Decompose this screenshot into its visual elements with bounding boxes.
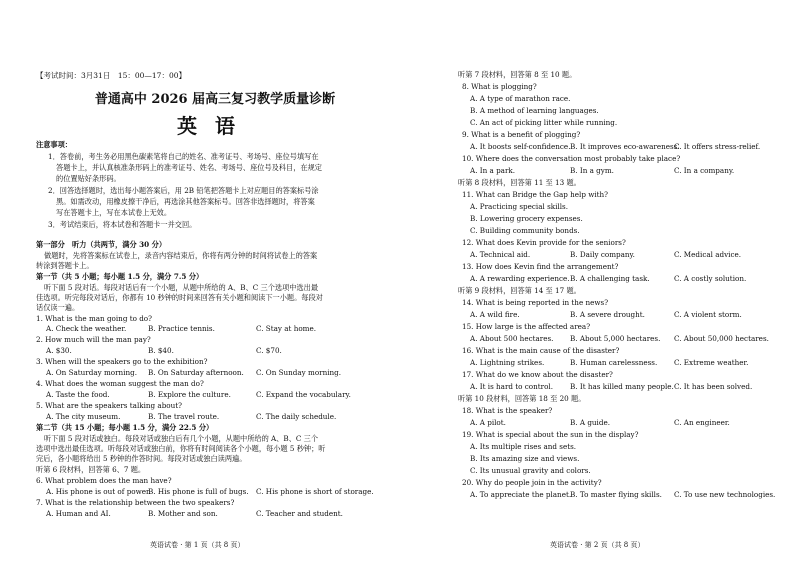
part1-intro: 转涂到答题卡上。 xyxy=(36,261,94,270)
section1-intro: 听下面 5 段对话。每段对话后有一个小题，从题中所给的 A、B、C 三个选项中选出最 xyxy=(44,283,319,292)
question-text: 14. What is being reported in the news? xyxy=(462,298,609,307)
option-a: A. Check the weather. xyxy=(46,324,127,333)
option-a: A. Technical aid. xyxy=(470,250,531,259)
subject-title: 英语 xyxy=(177,114,253,138)
exam-time: 【考试时间：3月31日 15：00—17：00】 xyxy=(36,71,186,80)
option-a: A. A type of marathon race. xyxy=(470,94,571,103)
option-a: A. Lightning strikes. xyxy=(470,358,545,367)
option-a: A. His phone is out of power. xyxy=(46,487,151,496)
option-c: C. An engineer. xyxy=(674,418,730,427)
page-footer: 英语试卷 · 第 2 页（共 8 页） xyxy=(550,541,645,549)
exam-title: 普通高中 2026 届高三复习教学质量诊断 xyxy=(94,92,336,107)
question-text: 18. What is the speaker? xyxy=(462,406,553,415)
section2-intro: 完后，各小题将给出 5 秒钟的作答时间。每段对话或独白读两遍。 xyxy=(36,454,247,463)
page-footer: 英语试卷 · 第 1 页（共 8 页） xyxy=(150,541,245,549)
section1-intro: 佳选项。听完每段对话后，你都有 10 秒钟的时间来回答有关小题和阅读下一小题。每段对 xyxy=(36,293,323,302)
option-b: B. His phone is full of bugs. xyxy=(148,487,249,496)
option-b: B. Mother and son. xyxy=(148,509,218,518)
option-b: B. Practice tennis. xyxy=(148,324,215,333)
option-c: C. Extreme weather. xyxy=(674,358,749,367)
option-b: B. $40. xyxy=(148,346,174,355)
question-text: 19. What is special about the sun in the display? xyxy=(462,430,639,439)
question-text: 11. What can Bridge the Gap help with? xyxy=(462,190,609,199)
option-b: B. In a gym. xyxy=(570,166,614,175)
option-a: A. $30. xyxy=(46,346,72,355)
option-b: B. Its amazing size and views. xyxy=(470,454,580,463)
option-c: C. A costly solution. xyxy=(674,274,747,283)
option-a: A. To appreciate the planet. xyxy=(470,490,572,499)
option-b: B. It improves eco-awareness. xyxy=(570,142,680,151)
option-b: B. A challenging task. xyxy=(570,274,650,283)
listening-cue: 听第 7 段材料，回答第 8 至 10 题。 xyxy=(458,70,577,79)
option-a: A. About 500 hectares. xyxy=(470,334,554,343)
section2-heading: 第二节（共 15 小题；每小题 1.5 分，满分 22.5 分） xyxy=(36,423,214,432)
option-a: A. Its multiple rises and sets. xyxy=(470,442,577,451)
option-a: A. Human and AI. xyxy=(46,509,111,518)
option-c: C. $70. xyxy=(256,346,282,355)
option-c: C. Teacher and student. xyxy=(256,509,343,518)
question-text: 12. What does Kevin provide for the seniors? xyxy=(462,238,626,247)
option-c: C. Stay at home. xyxy=(256,324,317,333)
question-text: 2. How much will the man pay? xyxy=(36,335,151,344)
option-c: C. About 50,000 hectares. xyxy=(674,334,769,343)
notes-line: 2．回答选择题时，选出每小题答案后，用 2B 铅笔把答题卡上对应题目的答案标号涂 xyxy=(48,186,319,195)
option-c: C. His phone is short of storage. xyxy=(256,487,374,496)
option-c: C. It offers stress-relief. xyxy=(674,142,761,151)
option-a: A. A wild fire. xyxy=(470,310,520,319)
question-text: 10. Where does the conversation most probably take place? xyxy=(462,154,681,163)
option-c: C. A violent storm. xyxy=(674,310,742,319)
notes-line: 的位置贴好条形码。 xyxy=(56,174,121,183)
notes-heading: 注意事项： xyxy=(36,140,72,149)
question-text: 15. How large is the affected area? xyxy=(462,322,591,331)
option-c: C. An act of picking litter while running. xyxy=(470,118,618,127)
option-b: B. About 5,000 hectares. xyxy=(570,334,661,343)
option-a: A. It boosts self-confidence. xyxy=(470,142,571,151)
notes-line: 黑。如需改动，用橡皮擦干净后，再选涂其他答案标号。回答非选择题时，将答案 xyxy=(56,197,315,206)
option-b: B. A guide. xyxy=(570,418,610,427)
option-c: C. The daily schedule. xyxy=(256,412,337,421)
option-a: A. Practicing special skills. xyxy=(470,202,569,211)
question-text: 6. What problem does the man have? xyxy=(36,476,172,485)
question-text: 20. Why do people join in the activity? xyxy=(462,478,602,487)
option-a: A. In a park. xyxy=(470,166,516,175)
option-c: C. On Sunday morning. xyxy=(256,368,342,377)
option-b: B. On Saturday afternoon. xyxy=(148,368,244,377)
notes-line: 写在答题卡上，写在本试卷上无效。 xyxy=(56,208,172,217)
question-text: 5. What are the speakers talking about? xyxy=(36,401,183,410)
right-page xyxy=(400,0,800,566)
question-text: 16. What is the main cause of the disaster? xyxy=(462,346,620,355)
option-a: A. Taste the food. xyxy=(46,390,110,399)
question-text: 3. When will the speakers go to the exhibition? xyxy=(36,357,208,366)
option-c: C. Building community bonds. xyxy=(470,226,580,235)
question-text: 4. What does the woman suggest the man do? xyxy=(36,379,204,388)
section2-intro: 听下面 5 段对话或独白。每段对话或独白后有几个小题，从题中所给的 A、B、C 三个 xyxy=(44,434,319,443)
option-b: B. Explore the culture. xyxy=(148,390,231,399)
option-b: B. It has killed many people. xyxy=(570,382,674,391)
option-a: A. A rewarding experience. xyxy=(470,274,570,283)
notes-line: 1．答卷前，考生务必用黑色碳素笔将自己的姓名、准考证号、考场号、座位号填写在 xyxy=(48,152,319,161)
option-a: A. It is hard to control. xyxy=(470,382,553,391)
option-b: B. The travel route. xyxy=(148,412,220,421)
option-b: B. A method of learning languages. xyxy=(470,106,599,115)
option-b: B. Lowering grocery expenses. xyxy=(470,214,583,223)
section2-intro: 选项中选出最佳选项。听每段对话或独白前，你将有时间阅读各个小题，每小题 5 秒钟；听 xyxy=(36,444,326,453)
option-c: C. Its unusual gravity and colors. xyxy=(470,466,591,475)
option-b: B. To master flying skills. xyxy=(570,490,662,499)
option-c: C. It has been solved. xyxy=(674,382,753,391)
option-a: A. A pilot. xyxy=(470,418,506,427)
option-a: A. The city museum. xyxy=(46,412,121,421)
option-c: C. To use new technologies. xyxy=(674,490,776,499)
question-text: 8. What is plogging? xyxy=(462,82,537,91)
listening-cue: 听第 9 段材料，回答第 14 至 17 题。 xyxy=(458,286,581,295)
question-text: 7. What is the relationship between the two speakers? xyxy=(36,498,235,507)
option-b: B. Daily company. xyxy=(570,250,635,259)
question-text: 17. What do we know about the disaster? xyxy=(462,370,613,379)
option-c: C. Expand the vocabulary. xyxy=(256,390,351,399)
question-text: 13. How does Kevin find the arrangement? xyxy=(462,262,619,271)
part1-intro: 做题时，先将答案标在试卷上，录音内容结束后，你将有两分钟的时间将试卷上的答案 xyxy=(44,251,318,260)
option-b: B. Human carelessness. xyxy=(570,358,658,367)
section1-intro: 话仅读一遍。 xyxy=(36,303,80,312)
option-a: A. On Saturday morning. xyxy=(46,368,137,377)
listening-cue: 听第 6 段材料，回答第 6、7 题。 xyxy=(36,465,146,474)
option-c: C. Medical advice. xyxy=(674,250,742,259)
notes-line: 3．考试结束后，将本试卷和答题卡一并交回。 xyxy=(48,220,197,229)
listening-cue: 听第 10 段材料，回答第 18 至 20 题。 xyxy=(458,394,586,403)
listening-cue: 听第 8 段材料，回答第 11 至 13 题。 xyxy=(458,178,581,187)
question-text: 9. What is a benefit of plogging? xyxy=(462,130,581,139)
question-text: 1. What is the man going to do? xyxy=(36,314,152,323)
option-c: C. In a company. xyxy=(674,166,735,175)
notes-line: 答题卡上，并认真核准条形码上的准考证号、姓名、考场号、座位号及科目，在规定 xyxy=(56,163,322,172)
part1-heading: 第一部分 听力（共两节，满分 30 分） xyxy=(36,240,167,249)
option-b: B. A severe drought. xyxy=(570,310,645,319)
section1-heading: 第一节（共 5 小题；每小题 1.5 分，满分 7.5 分） xyxy=(36,272,204,281)
